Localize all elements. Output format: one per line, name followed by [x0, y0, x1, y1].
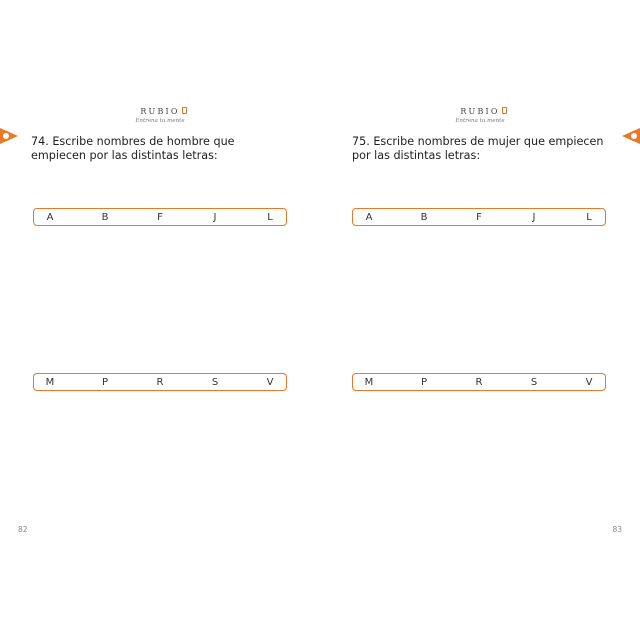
right-page [320, 0, 640, 640]
letter-cell: F [157, 211, 163, 223]
letter-row-bottom [352, 373, 606, 391]
page-number: 82 [18, 525, 28, 534]
letter-cell: F [476, 211, 482, 223]
brand-logo-icon [502, 107, 507, 114]
letter-cell: R [475, 376, 483, 388]
brand-logo-text: RUBIO [460, 107, 500, 116]
letter-cell: A [365, 211, 373, 223]
letter-cell: S [530, 376, 538, 388]
letter-cell: A [46, 211, 54, 223]
exercise-question: 75. Escribe nombres de mujer que empiecen por las distintas letras: [352, 135, 604, 162]
letter-cell: S [211, 376, 219, 388]
brand-header [320, 101, 640, 125]
page-number: 83 [612, 525, 622, 534]
letter-cell: J [532, 211, 536, 223]
letter-cell: J [213, 211, 217, 223]
letter-cell: R [156, 376, 164, 388]
letter-cell: M [45, 376, 55, 388]
section-tab-marker-icon [0, 126, 20, 146]
letter-cell: P [101, 376, 109, 388]
brand-tagline: Entrena tu mente [455, 118, 505, 124]
letter-cell: V [585, 376, 593, 388]
brand-header [0, 101, 320, 125]
letter-row-bottom [33, 373, 287, 391]
brand-logo-text: RUBIO [140, 107, 180, 116]
letter-cell: V [266, 376, 274, 388]
brand-tagline: Entrena tu mente [135, 118, 185, 124]
letter-cell: B [420, 211, 428, 223]
brand-logo [140, 108, 179, 116]
letter-cell: L [586, 211, 592, 223]
section-tab-marker-icon [620, 126, 640, 146]
brand-logo-icon [182, 107, 187, 114]
letter-row-top [33, 208, 287, 226]
letter-cell: L [267, 211, 273, 223]
letter-row-top [352, 208, 606, 226]
brand-logo [460, 108, 499, 116]
exercise-question: 74. Escribe nombres de hombre que empiecen por las distintas letras: [31, 135, 235, 162]
letter-cell: M [364, 376, 374, 388]
letter-cell: P [420, 376, 428, 388]
letter-cell: B [101, 211, 109, 223]
